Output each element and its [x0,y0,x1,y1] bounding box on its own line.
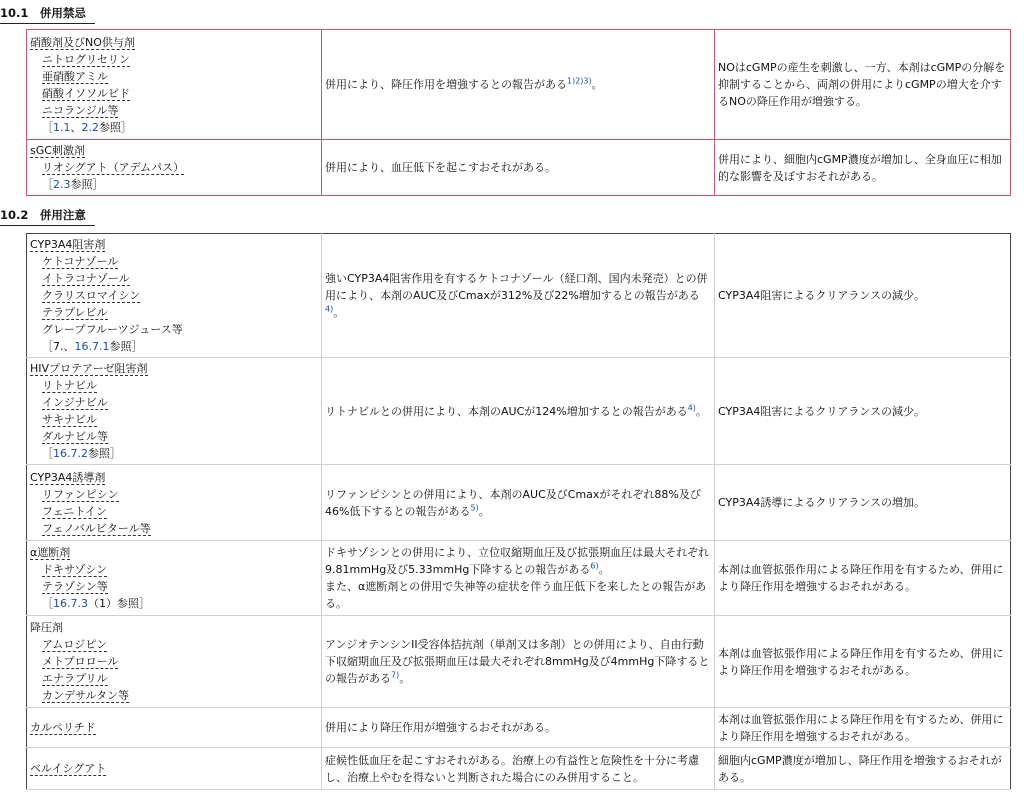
mechanism-cell: CYP3A4阻害によるクリアランスの減少。 [715,358,1011,465]
ref-link[interactable]: 2.3 [53,178,71,191]
drug-cell [27,234,322,358]
table-row [27,616,1011,708]
table-row [27,234,1011,358]
section-heading-caution: 10.2 併用注意 [0,207,95,226]
effect-cell: 強いCYP3A4阻害作用を有するケトコナゾール（経口剤、国内未発売）との併用により、本剤のAUC及びCmaxが312%及び22%増加するとの報告がある$^{4)}$。 [322,234,715,358]
effect-cell: ドキサゾシンとの併用により、立位収縮期血圧及び拡張期血圧は最大それぞれ9.81mmHg及び5.33mmHg下降するとの報告がある$^{6)}$。 また、α遮断剤との併用で失神等の症状を伴う血圧低下を来したとの報告がある。 [322,541,715,616]
drug-group-link[interactable]: HIVプロテアーゼ阻害剤 [30,362,148,375]
reference-line: ［2.3参照］ [42,178,104,191]
drug-link[interactable]: アムロジピン [42,638,108,651]
drug-link[interactable]: リファンピシン [42,487,119,501]
effect-cell: リファンピシンとの併用により、本剤のAUC及びCmaxがそれぞれ88%及び46%低下するとの報告がある$^{5)}$。 [322,465,715,541]
citation-link[interactable]: 5) [470,502,479,512]
drug-link[interactable]: テラプレビル [42,306,108,319]
drug-text: グレープフルーツジュース等 [42,323,183,336]
effect-cell: 併用により、降圧作用を増強するとの報告がある$^{1)2)3)}$。 [322,30,715,140]
drug-link[interactable]: メトプロロール [42,655,119,668]
drug-link[interactable]: ニコランジル等 [42,103,119,117]
reference-line: ［7.、16.7.1参照］ [42,340,143,353]
effect-cell: リトナビルとの併用により、本剤のAUCが124%増加するとの報告がある$^{4)}$。 [322,358,715,465]
ref-link[interactable]: 1.1 [53,120,71,134]
drug-link[interactable]: フェニトイン [42,504,107,518]
table-row [27,465,1011,541]
drug-cell [27,708,322,748]
drug-link[interactable]: フェノバルビタール等 [42,521,151,535]
drug-link[interactable]: インジナビル [42,396,108,409]
contraindication-table [26,29,1011,196]
drug-cell [27,30,322,140]
citation-link[interactable]: 4) [687,402,696,412]
ref-link[interactable]: 2.2 [81,120,99,134]
table-row [27,140,1011,196]
drug-link[interactable]: ケトコナゾール [42,255,119,268]
drug-group-link[interactable]: α遮断剤 [30,546,71,559]
drug-cell [27,748,322,790]
mechanism-cell: 本剤は血管拡張作用による降圧作用を有するため、併用により降圧作用を増強するおそれがある。 [715,541,1011,616]
citation-link[interactable]: 4) [325,304,334,314]
drug-link[interactable]: カンデサルタン等 [42,689,130,702]
drug-link[interactable]: リオシグアト（アデムパス） [42,161,185,174]
drug-cell [27,140,322,196]
mechanism-cell: CYP3A4阻害によるクリアランスの減少。 [715,234,1011,358]
table-row [27,708,1011,748]
caution-table [26,233,1011,790]
drug-link[interactable]: カルペリチド [30,721,96,734]
effect-cell: 併用により降圧作用が増強するおそれがある。 [322,708,715,748]
drug-cell [27,616,322,708]
reference-line: ［1.1、2.2参照］ [42,120,132,134]
drug-group-link[interactable]: 硝酸剤及びNO供与剤 [30,35,135,49]
drug-link[interactable]: クラリスロマイシン [42,289,141,302]
citation-link[interactable]: 7) [391,670,400,680]
drug-link[interactable]: ドキサゾシン [42,563,108,576]
reference-line: ［16.7.2参照］ [42,447,121,460]
table-row [27,748,1011,790]
drug-link[interactable]: イトラコナゾール [42,272,130,285]
drug-link[interactable]: エナラプリル [42,672,108,685]
citation-link[interactable]: 1)2)3) [567,76,592,86]
table-row [27,358,1011,465]
effect-cell: アンジオテンシンII受容体拮抗剤（単剤又は多剤）との併用により、自由行動下収縮期血圧及び拡張期血圧は最大それぞれ8mmHg及び4mmHg下降するとの報告がある$^{7)}$。 [322,616,715,708]
mechanism-cell: 細胞内cGMP濃度が増加し、降圧作用を増強するおそれがある。 [715,748,1011,790]
section-heading-contraindicated: 10.1 併用禁忌 [0,5,95,24]
drug-cell [27,358,322,465]
ref-link[interactable]: 16.7.2 [53,447,88,460]
drug-group-label: 降圧剤 [30,621,63,634]
drug-link[interactable]: ベルイシグアト [30,762,107,775]
ref-link[interactable]: 16.7.3 [53,597,88,610]
mechanism-cell: NOはcGMPの産生を刺激し、一方、本剤はcGMPの分解を抑制することから、両剤の併用によりcGMPの増大を介するNOの降圧作用が増強する。 [715,30,1011,140]
drug-group-link[interactable]: sGC刺激剤 [30,144,85,157]
drug-link[interactable]: サキナビル [42,413,97,426]
drug-link[interactable]: テラゾシン等 [42,580,108,593]
mechanism-cell: 併用により、細胞内cGMP濃度が増加し、全身血圧に相加的な影響を及ぼすおそれがある。 [715,140,1011,196]
table-row [27,541,1011,616]
drug-cell [27,465,322,541]
drug-cell [27,541,322,616]
drug-group-link[interactable]: CYP3A4誘導剤 [30,470,106,484]
effect-cell: 併用により、血圧低下を起こすおそれがある。 [322,140,715,196]
drug-link[interactable]: リトナビル [42,379,97,392]
ref-link[interactable]: 16.7.1 [74,340,110,353]
mechanism-cell: 本剤は血管拡張作用による降圧作用を有するため、併用により降圧作用を増強するおそれがある。 [715,616,1011,708]
drug-group-link[interactable]: CYP3A4阻害剤 [30,238,106,251]
drug-link[interactable]: ダルナビル等 [42,430,108,443]
citation-link[interactable]: 6) [590,561,599,571]
mechanism-cell: 本剤は血管拡張作用による降圧作用を有するため、併用により降圧作用を増強するおそれがある。 [715,708,1011,748]
reference-line: ［16.7.3（1）参照］ [42,597,150,610]
effect-note: また、α遮断剤との併用で失神等の症状を伴う血圧低下を来したとの報告がある。 [325,580,707,610]
drug-link[interactable]: 亜硝酸アミル [42,69,108,83]
mechanism-cell: CYP3A4誘導によるクリアランスの増加。 [715,465,1011,541]
drug-link[interactable]: ニトログリセリン [42,52,130,66]
drug-link[interactable]: 硝酸イソソルビド [42,86,130,100]
effect-cell: 症候性低血圧を起こすおそれがある。治療上の有益性と危険性を十分に考慮し、治療上やむを得ないと判断された場合にのみ併用すること。 [322,748,715,790]
table-row [27,30,1011,140]
